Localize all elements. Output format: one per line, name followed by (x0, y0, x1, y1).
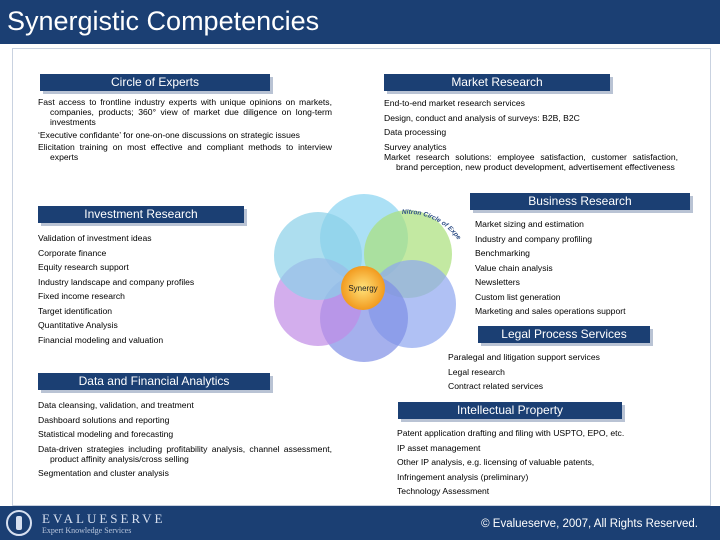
page-title: Synergistic Competencies (7, 6, 320, 36)
list-item: Design, conduct and analysis of surveys: B2B, B2C (384, 112, 580, 123)
list-item: Patent application drafting and filing with USPTO, EPO, etc. (397, 428, 625, 438)
list-item: Statistical modeling and forecasting (38, 429, 174, 439)
list-item: Data processing (384, 127, 447, 137)
list-item: Other IP analysis, e.g. licensing of valuable patents, (397, 457, 595, 467)
data-financial-list (38, 400, 332, 483)
list-item: Survey analytics (384, 141, 447, 152)
list-item: Dashboard solutions and reporting (38, 414, 170, 425)
synergy-label: Synergy (348, 284, 378, 293)
list-item: Newsletters (475, 277, 520, 287)
circle-of-experts-header: Circle of Experts (40, 74, 270, 91)
list-item: Financial modeling and valuation (38, 334, 164, 345)
list-item: IP asset management (397, 442, 481, 453)
list-item: Industry landscape and company profiles (38, 276, 195, 287)
list-item: Data-driven strategies including profitability analysis, channel assessment, product affinity analysis/cross selling (38, 443, 332, 464)
list-item: Marketing and sales operations support (475, 306, 626, 316)
business-research-list (475, 219, 675, 321)
business-research-header: Business Research (470, 193, 690, 210)
legal-process-header: Legal Process Services (478, 326, 650, 343)
list-item: Custom list generation (475, 291, 561, 302)
list-item: Segmentation and cluster analysis (38, 468, 169, 478)
list-item: Paralegal and litigation support services (448, 352, 600, 362)
list-item: Market sizing and estimation (475, 219, 584, 229)
list-item: Elicitation training on most effective and compliant methods to interview experts (38, 142, 332, 162)
logo-tagline: Expert Knowledge Services (42, 526, 132, 535)
data-financial-header: Data and Financial Analytics (38, 373, 270, 390)
list-item: Target identification (38, 305, 113, 316)
footer-bar (0, 506, 720, 540)
list-item: Value chain analysis (475, 262, 553, 273)
evalueserve-logo-icon (6, 510, 32, 536)
title-bar (0, 0, 720, 44)
copyright-text: © Evalueserve, 2007, All Rights Reserved. (481, 518, 698, 530)
list-item: Market research solutions: employee satisfaction, customer satisfaction, brand perception, new product development, advertisement effectiveness (384, 152, 678, 172)
list-item: Technology Assessment (397, 486, 490, 496)
market-research-list (384, 98, 678, 177)
logo-name: EVALUESERVE (42, 511, 166, 526)
list-item: Validation of investment ideas (38, 233, 152, 243)
list-item: Contract related services (448, 381, 544, 391)
list-item: End-to-end market research services (384, 98, 525, 108)
list-item: Industry and company profiling (475, 233, 593, 244)
list-item: Legal research (448, 366, 505, 377)
list-item: Infringement analysis (preliminary) (397, 471, 529, 482)
legal-process-list (448, 352, 648, 396)
synergy-venn-diagram (262, 192, 472, 362)
list-item: ‘Executive confidante’ for one-on-one discussions on strategic issues (38, 130, 300, 140)
list-item: Equity research support (38, 262, 129, 272)
list-item: Benchmarking (475, 248, 530, 258)
circle-of-experts-list (38, 97, 332, 162)
list-item: Fast access to frontline industry experts with unique opinions on markets, companies, products; 360° view of market due diligence on long-term investments (38, 97, 332, 127)
circle-of-experts-arc-label: Nitron Circle of Expe (401, 208, 463, 242)
intellectual-property-list (397, 428, 697, 501)
list-item: Fixed income research (38, 291, 125, 301)
list-item: Quantitative Analysis (38, 320, 118, 330)
investment-research-list (38, 233, 268, 349)
list-item: Data cleansing, validation, and treatment (38, 400, 194, 410)
investment-research-header: Investment Research (38, 206, 244, 223)
list-item: Corporate finance (38, 247, 107, 258)
market-research-header: Market Research (384, 74, 610, 91)
intellectual-property-header: Intellectual Property (398, 402, 622, 419)
